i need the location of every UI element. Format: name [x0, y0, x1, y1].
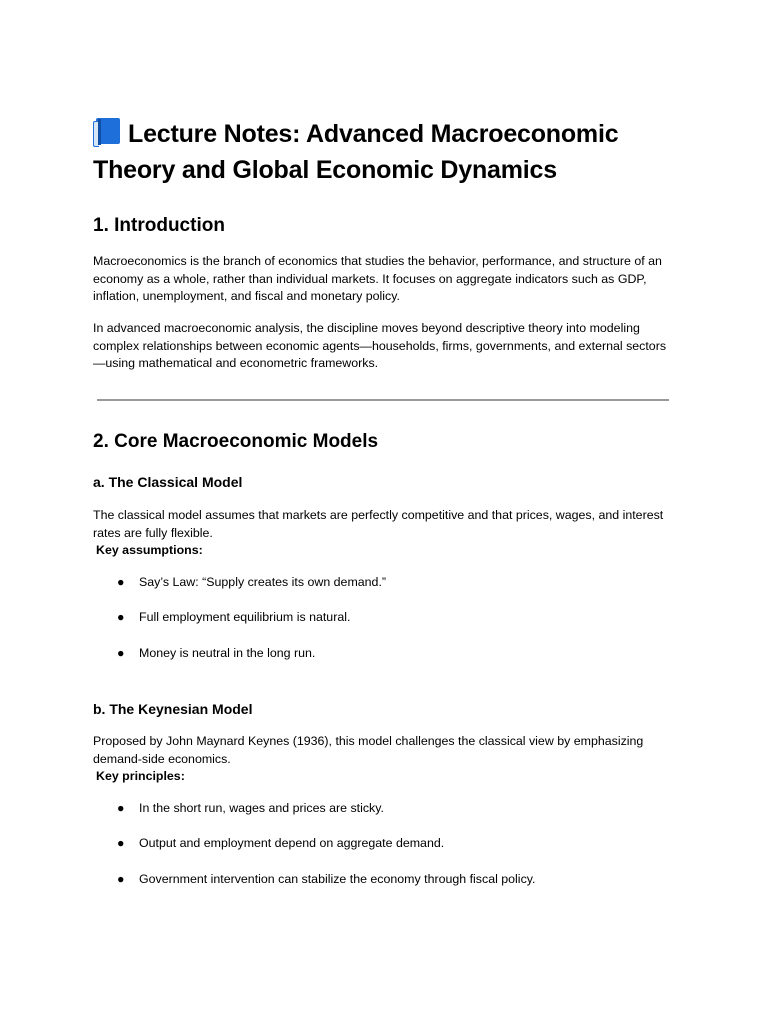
list-item-text: Full employment equilibrium is natural.: [139, 610, 351, 625]
bullet-icon: ●: [117, 801, 125, 815]
list-item-text: Output and employment depend on aggregate demand.: [139, 836, 445, 851]
classical-model-text: The classical model assumes that markets are perfectly competitive and that prices, wages, and interest rates are fully flexible.: [93, 508, 664, 540]
bullet-icon: ●: [117, 645, 125, 660]
keynesian-model-text: Proposed by John Maynard Keynes (1936), this model challenges the classical view by emphasizing demand-side economics.: [93, 734, 644, 766]
key-assumptions-label: Key assumptions:: [96, 543, 203, 558]
keynesian-model-paragraph: [93, 733, 678, 786]
key-principles-label: Key principles:: [96, 769, 185, 784]
list-item-text: Government intervention can stabilize the economy through fiscal policy.: [139, 871, 536, 886]
bullet-icon: ●: [117, 575, 125, 589]
key-assumptions-list: [93, 574, 678, 680]
subsection-heading-classical: a. The Classical Model: [93, 474, 243, 490]
list-item: [93, 645, 678, 680]
intro-paragraph-2: In advanced macroeconomic analysis, the discipline moves beyond descriptive theory into modeling complex relationships between economic agents—households, firms, governments, and external sectors—using mathematical and econometric frameworks.: [93, 321, 667, 371]
list-item-text: Money is neutral in the long run.: [139, 645, 316, 660]
bullet-icon: ●: [117, 871, 125, 886]
list-item: [93, 574, 678, 609]
list-item: [93, 835, 678, 870]
list-item: [93, 800, 678, 835]
list-item-text: Say’s Law: “Supply creates its own demand.”: [139, 575, 387, 589]
document-title: [93, 116, 678, 188]
list-item-text: In the short run, wages and prices are sticky.: [139, 801, 384, 815]
section-heading-core-models: 2. Core Macroeconomic Models: [93, 431, 379, 452]
document-title-text: Lecture Notes: Advanced Macroeconomic Theory and Global Economic Dynamics: [93, 120, 619, 184]
intro-paragraph-1: Macroeconomics is the branch of economics that studies the behavior, performance, and structure of an economy as a whole, rather than individual markets. It focuses on aggregate indicators such as GDP, inflation, unemployment, and fiscal and monetary policy.: [93, 254, 662, 304]
horizontal-divider: [97, 399, 669, 401]
classical-model-paragraph: [93, 507, 678, 560]
bullet-icon: ●: [117, 836, 125, 851]
list-item: [93, 609, 678, 644]
section-heading-introduction: 1. Introduction: [93, 215, 225, 236]
book-icon: [93, 118, 120, 147]
list-item: [93, 871, 678, 906]
bullet-icon: ●: [117, 610, 125, 625]
subsection-heading-keynesian: b. The Keynesian Model: [93, 701, 253, 717]
key-principles-list: [93, 800, 678, 906]
